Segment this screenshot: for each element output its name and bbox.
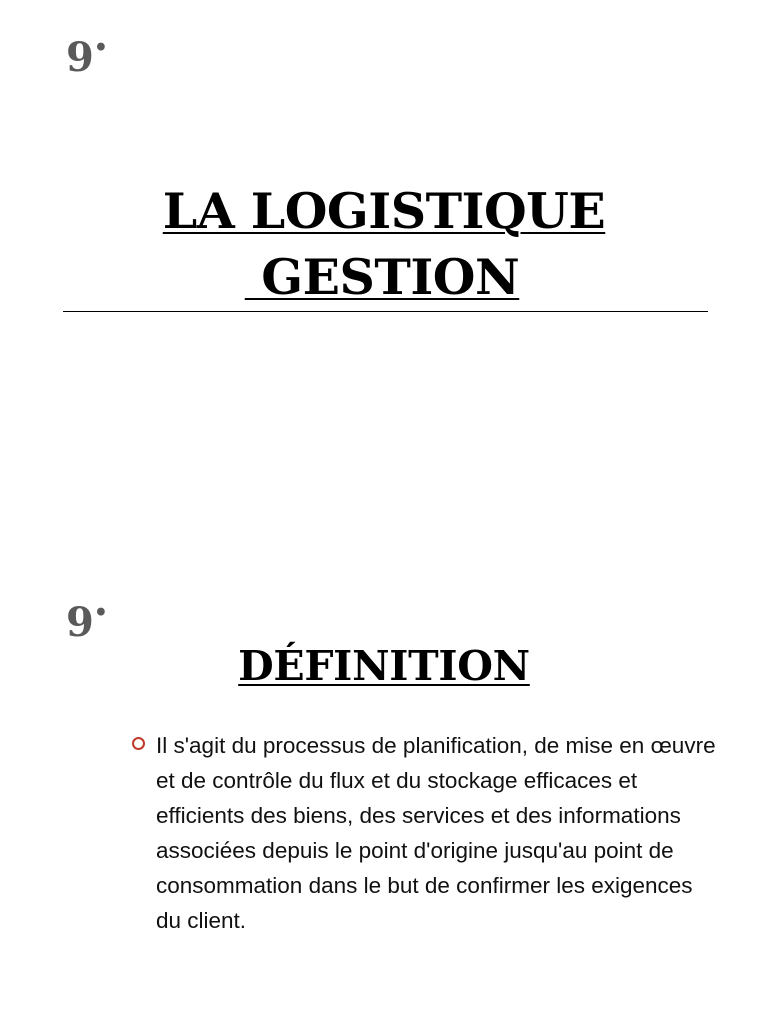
- page-title-line-1: LA LOGISTIQUE: [162, 182, 606, 240]
- circle-bullet-icon: [132, 737, 145, 750]
- logo-digit: 9: [66, 599, 93, 646]
- logo-dot: •: [93, 35, 107, 61]
- bullet-item: [156, 728, 716, 938]
- slide-divider: [63, 311, 708, 312]
- page-title-line-2: GESTION: [244, 248, 520, 306]
- bullet-text: Il s'agit du processus de planification, de mise en œuvre et de contrôle du flux et du stockage efficaces et efficients des biens, des services et des informations associées depuis le point d'origine jusqu'au point de consommation dans le but de confirmer les exigences du client.: [156, 733, 716, 933]
- slide-logo-icon: [66, 34, 107, 84]
- logo-digit: 9: [66, 34, 93, 81]
- logo-dot: •: [93, 600, 107, 626]
- section-heading: DÉFINITION: [238, 642, 530, 690]
